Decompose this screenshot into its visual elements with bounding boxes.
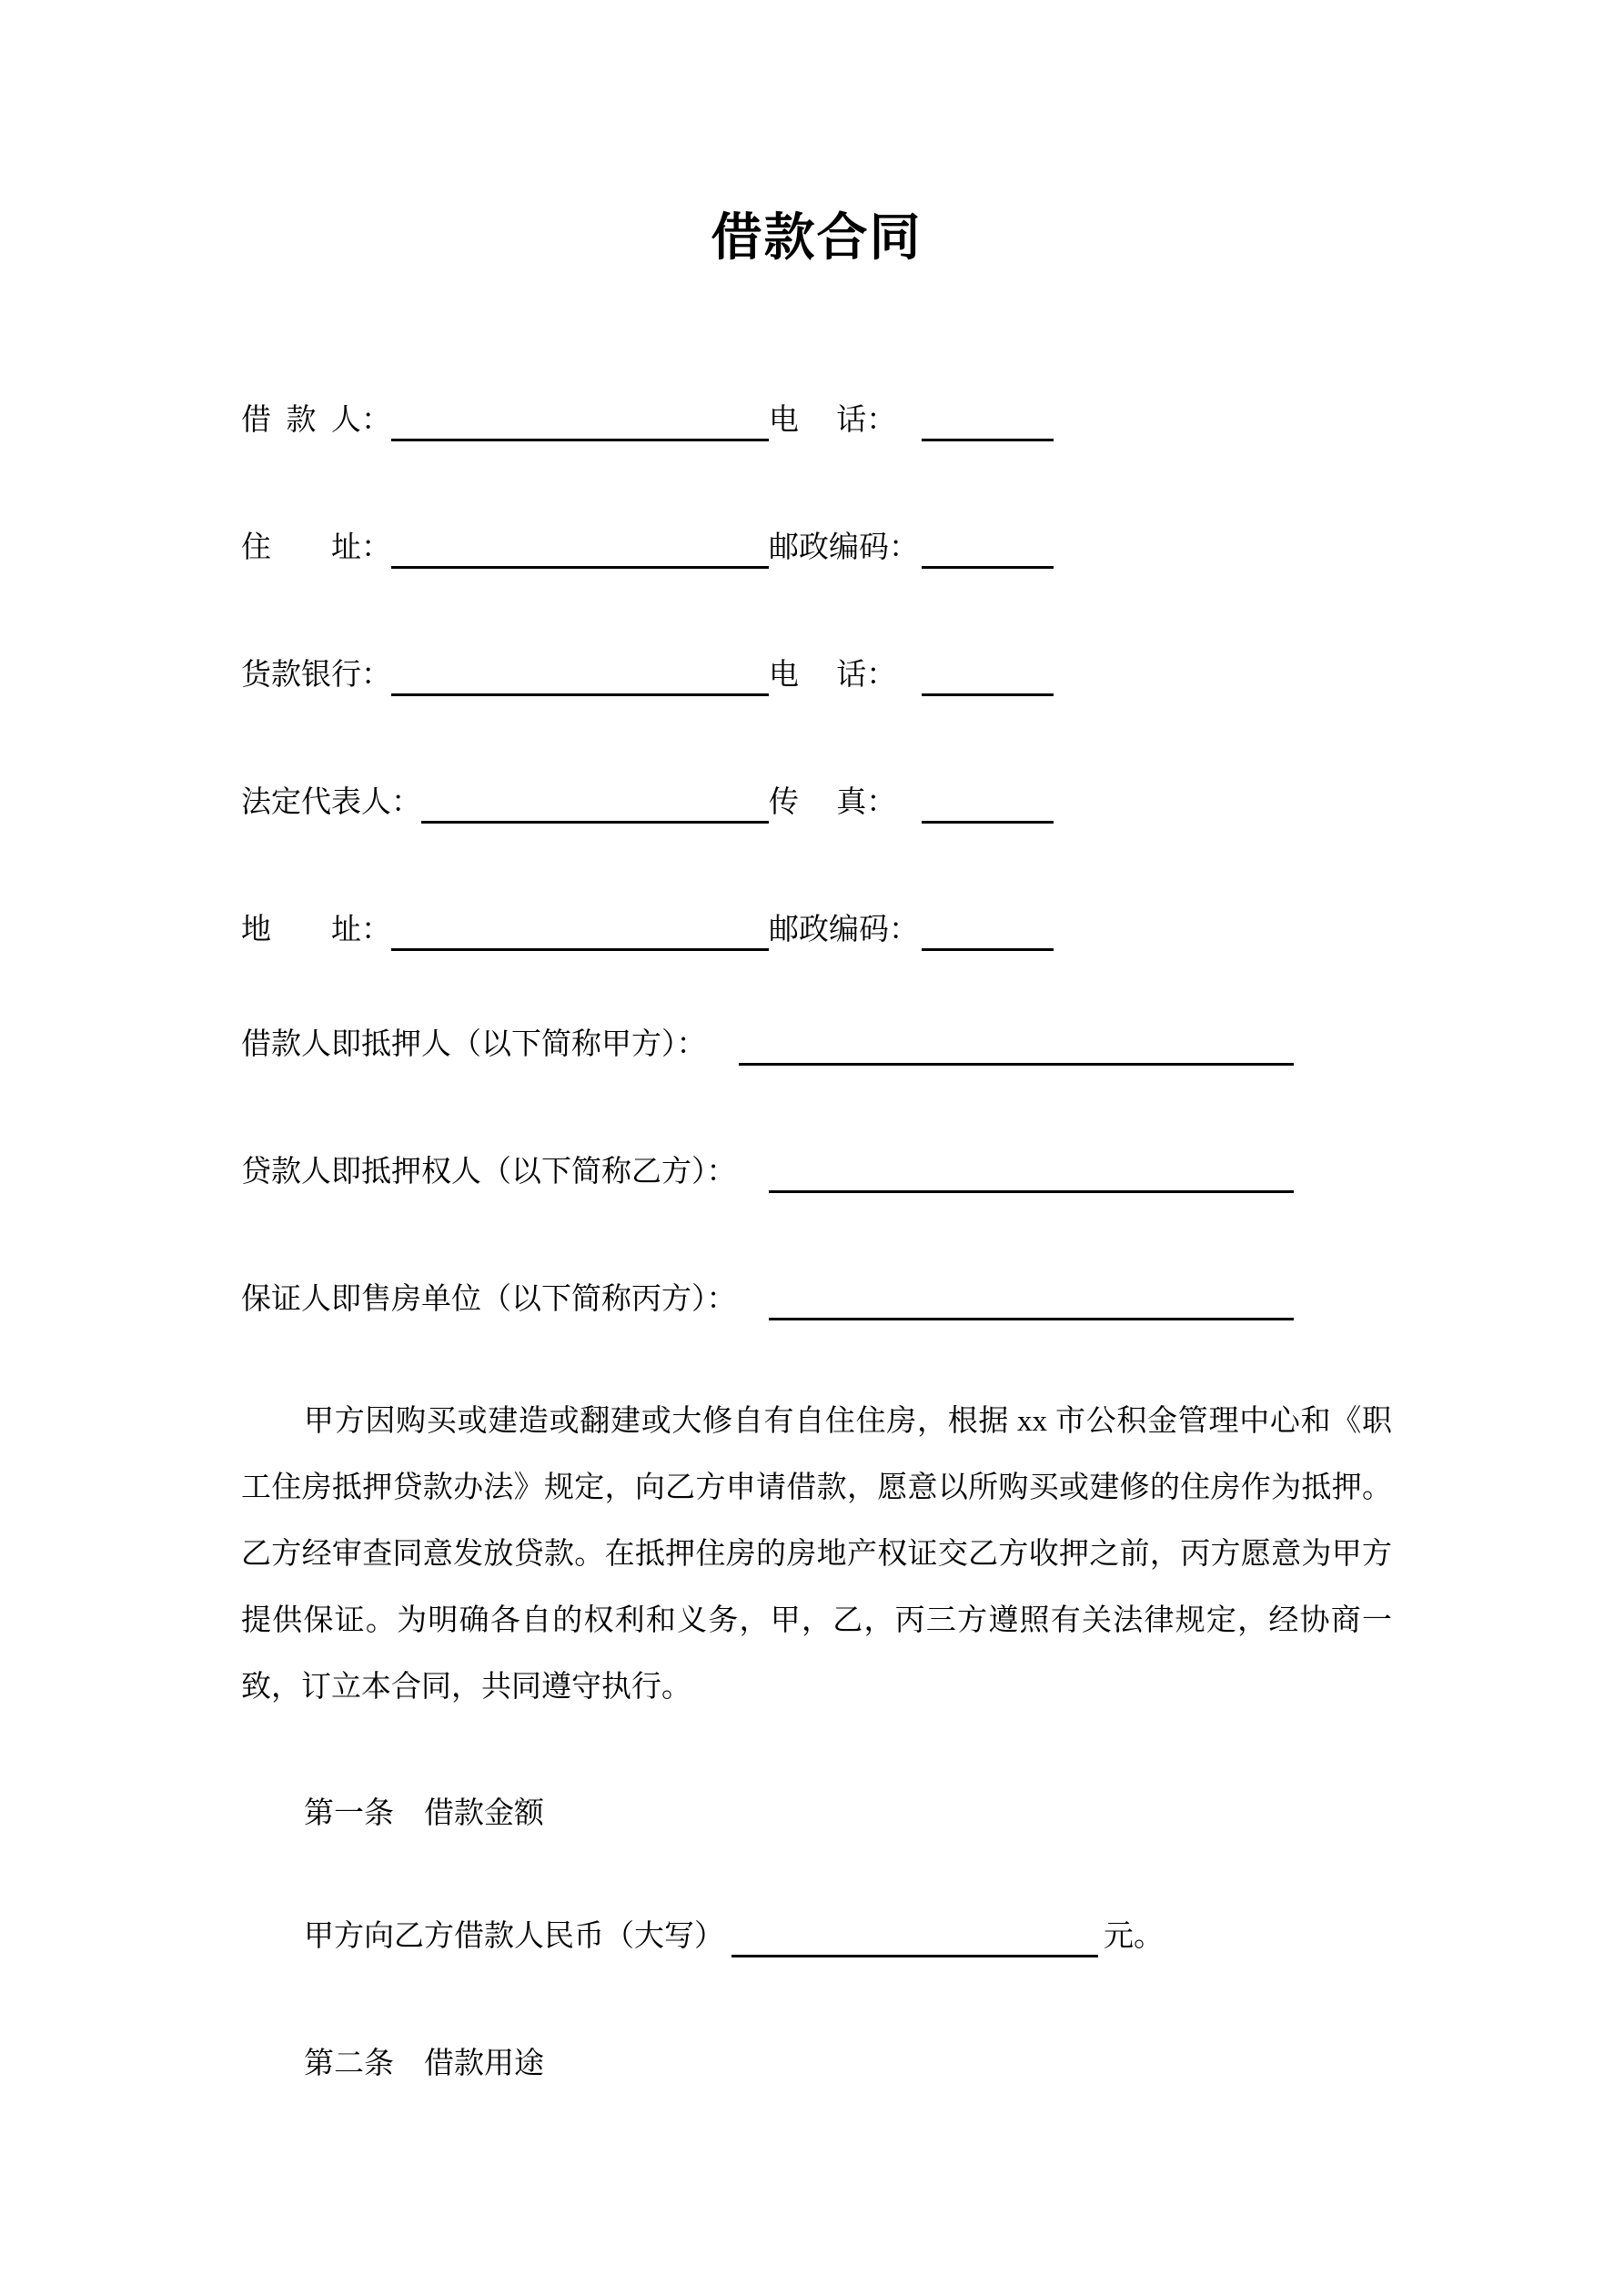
bank-address-fill-line <box>391 947 769 951</box>
party-row-guarantor <box>241 1279 1294 1320</box>
borrower-label: 借 款 人： <box>241 404 391 437</box>
bank-phone-label: 电 话： <box>769 659 897 692</box>
home-address-label: 住 址： <box>241 531 391 564</box>
document-title: 借款合同 <box>711 210 923 267</box>
phone-label: 电 话： <box>769 404 897 437</box>
borrower-fill-line <box>391 438 769 441</box>
party-row-mortgagor <box>241 1024 1294 1066</box>
loan-amount-suffix: 元。 <box>1104 1920 1164 1953</box>
party-row-mortgagee <box>241 1151 1294 1193</box>
party-c-label: 保证人即售房单位（以下简称丙方）： <box>241 1283 737 1316</box>
bank-address-label: 地 址： <box>241 914 391 946</box>
party-a-fill-line <box>739 1062 1295 1066</box>
bank-phone-fill-line <box>922 693 1054 696</box>
party-b-fill-line <box>769 1189 1295 1193</box>
legal-representative-label: 法定代表人： <box>241 786 421 819</box>
party-a-label: 借款人即抵押人（以下简称甲方）： <box>241 1028 707 1061</box>
loan-amount-prefix: 甲方向乙方借款人民币（大写） <box>304 1920 724 1953</box>
form-row-borrower <box>241 400 1392 441</box>
postal-code-fill-line <box>922 565 1054 569</box>
phone-fill-line <box>922 438 1054 441</box>
document-body <box>241 0 1392 2085</box>
fax-fill-line <box>922 820 1054 824</box>
article-1-heading: 第一条 借款金额 <box>304 1797 544 1830</box>
article-2-heading: 第二条 借款用途 <box>304 2048 544 2080</box>
postal-code-label: 邮政编码： <box>769 531 919 564</box>
form-row-bank-address <box>241 909 1392 951</box>
party-c-fill-line <box>769 1317 1295 1320</box>
form-row-legal-representative <box>241 782 1392 824</box>
home-address-fill-line <box>391 565 769 569</box>
party-b-label: 贷款人即抵押权人（以下简称乙方）： <box>241 1156 737 1188</box>
form-row-loan-bank <box>241 654 1392 696</box>
bank-postal-code-label: 邮政编码： <box>769 914 919 946</box>
loan-amount-line <box>304 1916 1392 1957</box>
loan-bank-label: 货款银行： <box>241 659 391 692</box>
loan-bank-fill-line <box>391 693 769 696</box>
form-row-home-address <box>241 527 1392 569</box>
intro-paragraph: 甲方因购买或建造或翻建或大修自有自住住房，根据 xx 市公积金管理中心和《职工住房抵押贷款办法》规定，向乙方申请借款，愿意以所购买或建修的住房作为抵押。乙方经审查同意发放贷款。在抵押住房的房地产权证交乙方收押之前，丙方愿意为甲方提供保证。为明确各自的权利和义务，甲，乙，丙三方遵照有关法律规定，经协商一致，订立本合同，共同遵守执行。 <box>241 1405 1392 1704</box>
loan-amount-fill-line <box>731 1954 1098 1957</box>
fax-label: 传 真： <box>769 786 897 819</box>
bank-postal-code-fill-line <box>922 947 1054 951</box>
legal-representative-fill-line <box>421 820 769 824</box>
